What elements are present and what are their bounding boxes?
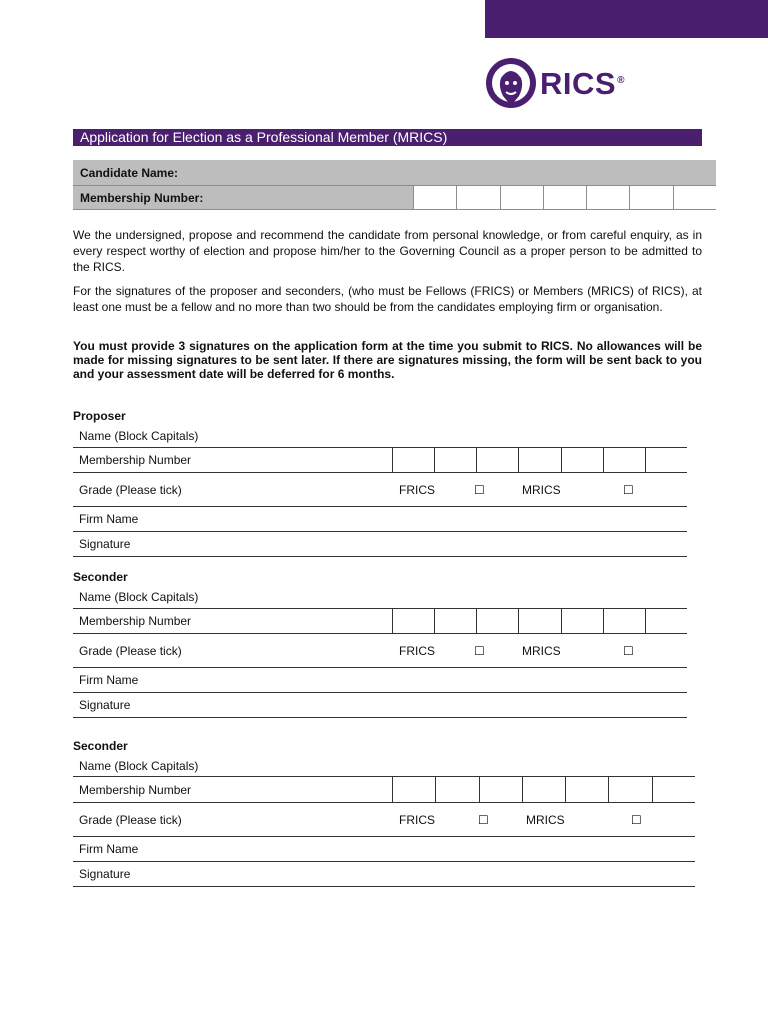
candidate-number-label: Membership Number: (80, 190, 204, 205)
frics-checkbox[interactable]: ☐ (478, 812, 489, 827)
name-field[interactable]: Name (Block Capitals) (73, 425, 687, 448)
frics-checkbox[interactable]: ☐ (474, 482, 485, 497)
name-field[interactable]: Name (Block Capitals) (73, 586, 687, 609)
mrics-checkbox[interactable]: ☐ (623, 482, 634, 497)
membership-number-boxes[interactable] (392, 609, 687, 633)
mrics-label: MRICS (522, 643, 561, 658)
header-color-bar (485, 0, 768, 38)
rics-logo (484, 56, 634, 110)
candidate-name-label: Candidate Name: (80, 165, 179, 180)
membership-field: Membership Number (73, 609, 687, 634)
grade-field: Grade (Please tick) FRICS ☐ MRICS ☐ (73, 803, 695, 837)
intro-paragraph: We the undersigned, propose and recommend the candidate from personal knowledge, or from careful enquiry, as in every respect worthy of election and propose him/her to the Governing Council as a proper person to be admitted to the RICS. (73, 228, 702, 274)
mrics-label: MRICS (526, 812, 565, 827)
firm-name-field[interactable]: Firm Name (73, 837, 695, 862)
grade-field: Grade (Please tick) FRICS ☐ MRICS ☐ (73, 634, 687, 668)
frics-label: FRICS (399, 482, 435, 497)
warning-paragraph: You must provide 3 signatures on the application form at the time you submit to RICS. No allowances will be made for missing signatures to be sent later. If there are signatures missing, the form will be sent back to you and your assessment date will be deferred for 6 months. (73, 339, 702, 381)
mrics-checkbox[interactable]: ☐ (631, 812, 642, 827)
candidate-number-row (73, 185, 716, 210)
lion-logo-icon (484, 56, 538, 110)
signature-field[interactable]: Signature (73, 693, 687, 718)
proposer-section (73, 407, 687, 557)
signature-field[interactable]: Signature (73, 532, 687, 557)
frics-label: FRICS (399, 812, 435, 827)
logo-wordmark: RICS® (540, 66, 625, 101)
candidate-block (73, 160, 716, 210)
form-title: Application for Election as a Professional Member (MRICS) (73, 129, 702, 146)
grade-field: Grade (Please tick) FRICS ☐ MRICS ☐ (73, 473, 687, 507)
frics-label: FRICS (399, 643, 435, 658)
membership-field: Membership Number (73, 448, 687, 473)
frics-checkbox[interactable]: ☐ (474, 643, 485, 658)
section-title: Seconder (73, 739, 128, 753)
signature-field[interactable]: Signature (73, 862, 695, 887)
mrics-checkbox[interactable]: ☐ (623, 643, 634, 658)
firm-name-field[interactable]: Firm Name (73, 668, 687, 693)
seconder-section-2 (73, 737, 695, 887)
firm-name-field[interactable]: Firm Name (73, 507, 687, 532)
mrics-label: MRICS (522, 482, 561, 497)
section-title: Proposer (73, 409, 126, 423)
membership-number-boxes[interactable] (392, 777, 695, 802)
seconder-section-1 (73, 568, 687, 718)
section-title: Seconder (73, 570, 128, 584)
membership-number-boxes[interactable] (392, 448, 687, 472)
candidate-name-row[interactable] (73, 160, 716, 185)
candidate-number-boxes[interactable] (413, 186, 716, 209)
signature-rules-paragraph: For the signatures of the proposer and seconders, (who must be Fellows (FRICS) or Members (MRICS) of RICS), at least one must be a fellow and no more than two should be from the candidates employing firm or organisation. (73, 284, 702, 314)
name-field[interactable]: Name (Block Capitals) (73, 755, 695, 777)
membership-field: Membership Number (73, 777, 695, 803)
